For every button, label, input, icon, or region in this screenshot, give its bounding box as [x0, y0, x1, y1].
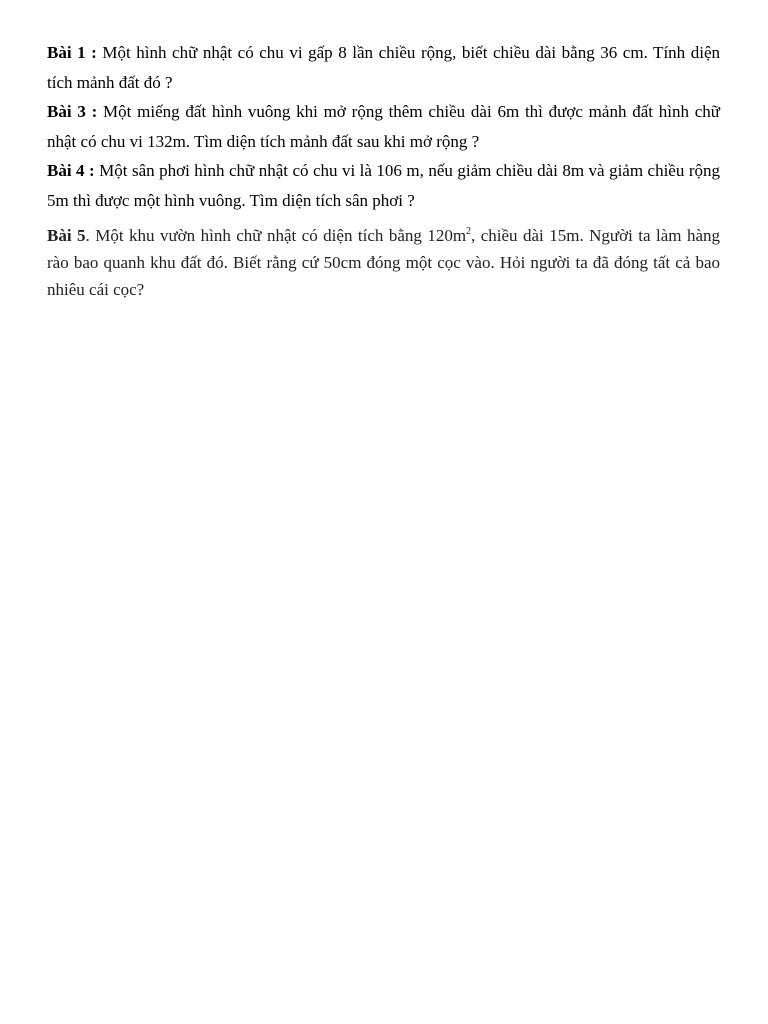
problem-1-text: Một hình chữ nhật có chu vi gấp 8 lần chiều rộng, biết chiều dài bằng 36 cm. Tính diện tích mảnh đất đó ?: [47, 43, 720, 92]
problem-1: [47, 38, 720, 97]
document-page: [47, 38, 720, 303]
problem-5-text-before: . Một khu vườn hình chữ nhật có diện tích bằng 120m: [85, 226, 467, 245]
problem-3: [47, 97, 720, 156]
problem-3-text: Một miếng đất hình vuông khi mở rộng thêm chiều dài 6m thì được mảnh đất hình chữ nhật có chu vi 132m. Tìm diện tích mảnh đất sau khi mở rộng ?: [47, 102, 720, 151]
problem-5: [47, 222, 720, 303]
problem-4-label: Bài 4 :: [47, 161, 95, 180]
problem-3-label: Bài 3 :: [47, 102, 98, 121]
problem-5-text-after: , chiều dài 15m. Người ta làm hàng rào bao quanh khu đất đó. Biết rằng cứ 50cm đóng một cọc vào. Hỏi người ta đã đóng tất cả bao nhiêu cái cọc?: [47, 226, 720, 299]
problem-1-label: Bài 1 :: [47, 43, 97, 62]
problem-4-text: Một sân phơi hình chữ nhật có chu vi là 106 m, nếu giảm chiều dài 8m và giảm chiều rộng 5m thì được một hình vuông. Tìm diện tích sân phơi ?: [47, 161, 720, 210]
problem-4: [47, 156, 720, 215]
problem-5-label: Bài 5: [47, 226, 86, 245]
problem-5-superscript: 2: [466, 226, 472, 237]
